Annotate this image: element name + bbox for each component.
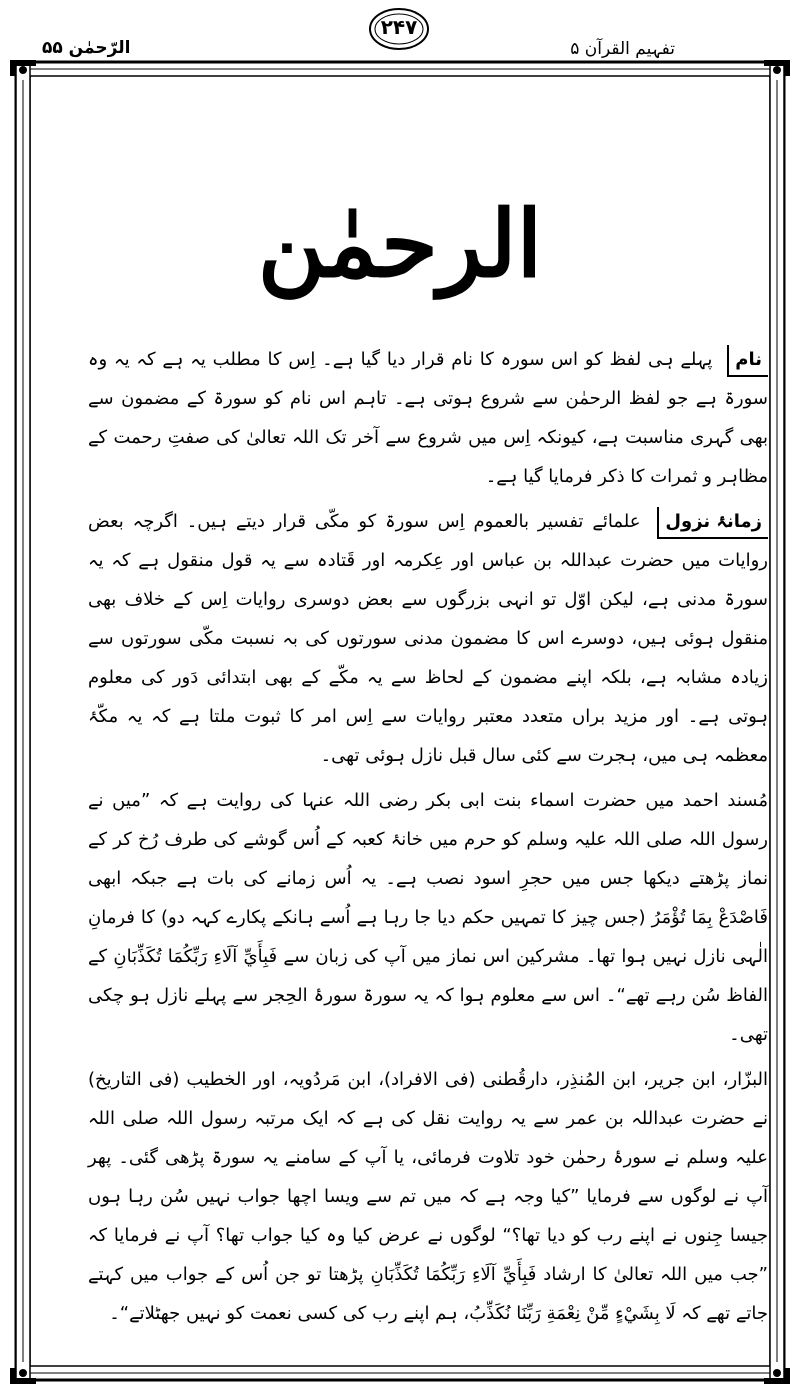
section-label: زمانۂ نزول <box>657 507 768 539</box>
surah-title: الرحمٰن <box>257 190 543 298</box>
section-body: البزّار، ابن جریر، ابن المُنذِر، دارقُطنی (فی الافراد)، ابن مَردُویہ، اور الخطیب (فی التاریخ) نے حضرت عبداللہ بن عمر سے یہ روایت نقل کی ہے کہ ایک مرتبہ رسول اللہ صلی اللہ علیہ وسلم نے سورۂ رحمٰن خود تلاوت فرمائی، یا آپ کے سامنے یہ سورۃ پڑھی گئی۔ پھر آپ نے لوگوں سے فرمایا ”کیا وجہ ہے کہ میں تم سے ویسا اچھا جواب نہیں سُن رہا ہوں جیسا جِنوں نے اپنے رب کو دیا تھا؟“ لوگوں نے عرض کیا وہ کیا جواب تھا؟ آپ نے فرمایا کہ ”جب میں اللہ تعالیٰ کا ارشاد فَبِأَيِّ آلَاءِ رَبِّكُمَا تُكَذِّبَانِ پڑھتا تو جن اُس کے جواب میں کہتے جاتے تھے کہ لَا بِشَيْءٍ مِّنْ نِعْمَةِ رَبِّنَا نُكَذِّبُ، ہم اپنے رب کی کسی نعمت کو نہیں جھٹلاتے“۔ <box>88 1069 768 1324</box>
paragraph-musnad-ahmad <box>88 781 768 1054</box>
section-body: علمائے تفسیر بالعموم اِس سورۃ کو مکّی قرار دیتے ہیں۔ اگرچہ بعض روایات میں حضرت عبداللہ بن عباس اور عِکرمہ اور قَتادہ سے یہ قول منقول ہے کہ یہ سورۃ مدنی ہے، لیکن اوّل تو انہی بزرگوں سے بعض دوسری روایات اِس کے خلاف بھی منقول ہوئی ہیں، دوسرے اس کا مضمون مدنی سورتوں کی بہ نسبت مکّی سورتوں سے زیادہ مشابہ ہے، بلکہ اپنے مضمون کے لحاظ سے یہ مکّے کے بھی ابتدائی دَور کی معلوم ہوتی ہے۔ اور مزید براں متعدد معتبر روایات سے اِس امر کا ثبوت ملتا ہے کہ یہ مکّۂ معظمہ ہی میں، ہجرت سے کئی سال قبل نازل ہوئی تھی۔ <box>88 511 768 766</box>
section-label: نام <box>727 345 768 377</box>
section-body: پہلے ہی لفظ کو اس سورہ کا نام قرار دیا گیا ہے۔ اِس کا مطلب یہ ہے کہ یہ وہ سورۃ ہے جو لفظ الرحمٰن سے شروع ہوتی ہے۔ تاہم اس نام کو سورۃ کے مضمون سے بھی گہری مناسبت ہے، کیونکہ اِس میں شروع سے آخر تک اللہ تعالیٰ کی صفتِ رحمت کے مظاہر و ثمرات کا ذکر فرمایا گیا ہے۔ <box>88 349 768 487</box>
section-body: مُسند احمد میں حضرت اسماء بنت ابی بکر رضی اللہ عنہا کی روایت ہے کہ ”میں نے رسول اللہ صلی اللہ علیہ وسلم کو حرم میں خانۂ کعبہ کے اُس گوشے کی طرف رُخ کر کے نماز پڑھتے دیکھا جس میں حجرِ اسود نصب ہے۔ یہ اُس زمانے کی بات ہے جبکہ ابھی فَاصْدَعْ بِمَا تُؤْمَرُ (جس چیز کا تمہیں حکم دیا جا رہا ہے اُسے ہانکے پکارے کہہ دو) کا فرمانِ الٰہی نازل نہیں ہوا تھا۔ مشرکین اس نماز میں آپ کی زبان سے فَبِأَيِّ آلَاءِ رَبِّكُمَا تُكَذِّبَانِ کے الفاظ سُن رہے تھے“۔ اس سے معلوم ہوا کہ یہ سورۃ سورۂ الحِجر سے پہلے نازل ہو چکی تھی۔ <box>88 790 768 1045</box>
main-text <box>88 340 768 1339</box>
running-header-surah: الرّحمٰن ۵۵ <box>42 38 131 58</box>
page-number: ۲۴۷ <box>380 15 418 39</box>
section-name <box>88 340 768 496</box>
paragraph-bazzar <box>88 1060 768 1333</box>
running-header-book: تفہیم القرآن ۵ <box>570 39 675 59</box>
section-revelation-period <box>88 502 768 775</box>
